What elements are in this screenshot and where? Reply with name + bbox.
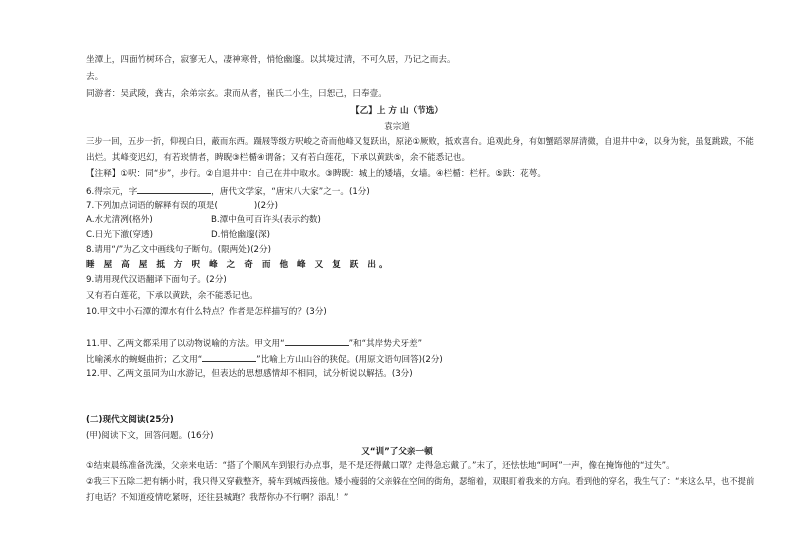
- text-line: ②我三下五除二把有辆小时，我只得又穿截整齐，骑车到城西接他。矮小瘦弱的父亲躲在空间的街角，瑟缩着，双眼盯着我来的方向。看到他的穿名，我生气了：“来这么早，也不提前: [86, 477, 755, 487]
- question-11-cont: [86, 354, 443, 365]
- passage-title: 【乙】上 方 山（节选）: [351, 106, 443, 116]
- text-line: 坐潭上，四面竹树环合，寂寥无人，凄神寒骨，悄怆幽邃。以其境过清，不可久居，乃记之而去。: [86, 55, 456, 65]
- question-6: [86, 186, 370, 197]
- question-text: ”比喻上方山山谷的狭促。(用原文语句回答)(2分): [256, 355, 443, 365]
- question-11: [86, 338, 422, 349]
- option-d: D.悄怆幽邃(深): [211, 230, 271, 240]
- annotation-note: 【注释】①呎：同“步”，步行。②自退井中：自己在井中取水。③睥睨：城上的矮墙，女墙。④栏楯：栏杆。⑤趺：花萼。: [86, 169, 546, 179]
- question-text: 7.下列加点词语的解释有误的项是(: [86, 201, 218, 211]
- question-9: 9.请用现代汉语翻译下面句子。(2分): [86, 275, 227, 285]
- options-row: [86, 231, 270, 240]
- question-text: 6.得宗元，字: [86, 187, 138, 197]
- text-line: 同游者：吴武陵，龚古，余弟宗玄。隶而从者，崔氏二小生，曰恕己，曰奉壹。: [86, 89, 387, 99]
- question-8-sentence: 睡 屋 高 屋 抵 方 呎 峰 之 奇 而 他 峰 又 复 跃 出。: [86, 260, 391, 270]
- question-text: ”和“其岸势犬牙差”: [348, 339, 423, 349]
- section-subheading: (甲)阅读下文，回答问题。(16分): [86, 431, 214, 441]
- text-line: 去。: [86, 72, 104, 82]
- question-text: 比喻溪水的蜿蜒曲折；乙文用“: [86, 355, 203, 365]
- answer-blank[interactable]: [285, 338, 349, 346]
- question-text: )(2分): [253, 201, 278, 211]
- section-heading: (二)现代文阅读(25分): [86, 415, 174, 425]
- option-a: A.水尤清冽(格外): [86, 215, 153, 225]
- options-row: [86, 216, 321, 225]
- text-line: 打电话？不知道疫情吃紧呀，还往县城跑？我帮你办不行啊？添乱！”: [86, 493, 349, 503]
- question-text: 11.甲、乙两文都采用了以动物说喻的方法。甲文用“: [86, 339, 285, 349]
- answer-blank[interactable]: [202, 354, 256, 362]
- passage-title: 又“训”了父亲一顿: [361, 447, 433, 457]
- text-line: 三步一回，五步一折，仰视白日，蔽而东西。蹑屐等级方呎峻之奇而他峰又复跃出，原泌①厥败，抵欢喜台。追观此身，有如蟹蹈翠屏清微，自退井中②，以身为瓮，虽复跳跋，不能: [86, 137, 754, 147]
- question-7: [86, 201, 278, 211]
- question-8: 8.请用“/”为乙文中画线句子断句。(限两处)(2分): [86, 245, 271, 255]
- question-text: ，唐代文学家，“唐宋八大家”之一。(1分): [211, 187, 370, 197]
- answer-blank[interactable]: [218, 201, 254, 208]
- option-c: C.日光下澈(穿透): [86, 230, 154, 240]
- text-line: ①结束晨练准备洗澡，父亲来电话：“搭了个顺风车到银行办点事，是不是还得戴口罩？走得急忘戴了。”末了，还怯怯地“呵呵”一声，像在掩饰他的“过失”。: [86, 461, 675, 471]
- question-12: 12.甲、乙两文虽同为山水游记，但表达的思想感情却不相同，试分析说以解括。(3分): [86, 369, 413, 379]
- passage-author: 袁宗道: [384, 122, 410, 132]
- text-line: 出烂。其峰变迟幻，有若崁情者，睥睨③栏楯④谓备；又有若白莲花，下承以黄趺⑤，余不能悉记也。: [86, 153, 471, 163]
- option-b: B.潭中鱼可百许头(表示约数): [211, 215, 321, 225]
- question-9-sentence: 又有若白莲花，下承以黄趺，余不能悉记也。: [86, 291, 258, 301]
- answer-blank[interactable]: [137, 186, 211, 194]
- question-10: 10.甲文中小石潭的潭水有什么特点？作者是怎样描写的？(3分): [86, 307, 327, 317]
